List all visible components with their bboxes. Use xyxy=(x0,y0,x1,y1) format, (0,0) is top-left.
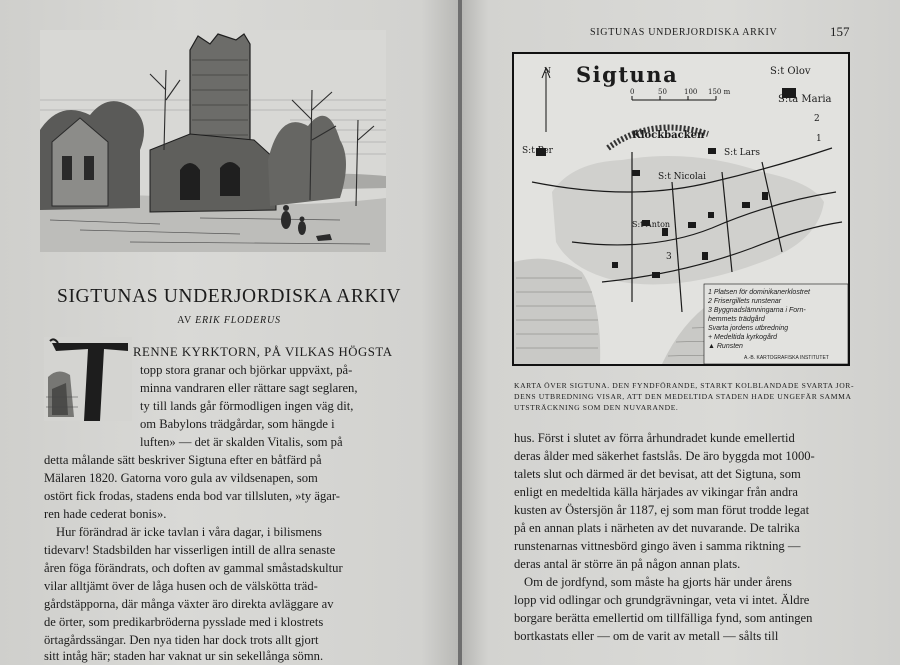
body-line: ostört fick frodas, stadens enda bod var tillsluten, »ty ägar- xyxy=(44,489,340,503)
author-name: ERIK FLODERUS xyxy=(195,315,281,326)
body-line: topp stora granar och björkar uppväxt, på- xyxy=(140,363,353,377)
map-label-st-nicolai: S:t Nicolai xyxy=(658,172,707,182)
map-north-label: N xyxy=(544,66,551,75)
map-title: Sigtuna xyxy=(576,62,679,87)
map-legend-item: + Medeltida kyrkogård xyxy=(708,334,778,341)
map-label-st-lars: S:t Lars xyxy=(724,148,760,158)
body-line: runstenarnas vittnesbörd gingo även i samma riktning — xyxy=(514,539,801,553)
body-line: om Babylons trädgårdar, som hängde i xyxy=(140,417,335,431)
map-caption-line: UTSTRÄCKNING SOM DEN NUVARANDE. xyxy=(514,403,679,412)
map-marker: 1 xyxy=(816,134,822,144)
body-line: enligt en medeltida källa härjades av vikingar från andra xyxy=(514,485,798,499)
byline-prefix: AV xyxy=(177,315,192,326)
body-line: gårdstäpporna, där många växter äro direkta avläggare av xyxy=(44,597,334,611)
body-line: borgare berätta emellertid om tillfälliga fynd, som antingen xyxy=(514,611,813,625)
scale-label: 150 m xyxy=(708,88,731,96)
map-label-st-olov: S:t Olov xyxy=(770,66,811,77)
ruin-engraving xyxy=(40,30,386,252)
map-legend-item: 1 Platsen för dominikanerklostret xyxy=(708,289,810,296)
map-label-st-anton: S:t Anton xyxy=(632,220,671,229)
article-title: SIGTUNAS UNDERJORDISKA ARKIV xyxy=(57,286,401,307)
body-line: Om de jordfynd, som måste ha gjorts här under årens xyxy=(524,575,792,589)
map-label-st-maria: S:ta Maria xyxy=(778,94,832,105)
body-line: kusten av Östersjön år 1187, ej som man förut trodde legat xyxy=(514,503,810,517)
body-line: deras antal är större än på någon annan plats. xyxy=(514,557,741,571)
body-line: lopp vid odlingar och grundgrävningar, veta vi intet. Äldre xyxy=(514,593,810,607)
body-line: Mälaren 1820. Gatorna voro gula av vildsenapen, som xyxy=(44,471,318,485)
body-line: talets slut och därmed är det bevisat, att det Sigtuna, som xyxy=(514,467,801,481)
map-legend-item: hemmets trädgård xyxy=(708,316,765,323)
map-legend-item: 3 Byggnadslämningarna i Forn- xyxy=(708,307,806,314)
body-line: RENNE KYRKTORN, PÅ VILKAS HÖGSTA xyxy=(133,345,393,359)
body-line: minna vandraren eller rättare sagt seglaren, xyxy=(140,381,358,395)
map-marker: 3 xyxy=(666,252,672,262)
body-line: örtagårdssängar. Den nya tiden har dock trots allt gjort xyxy=(44,633,319,647)
byline xyxy=(0,315,458,326)
body-line: vilar alltjämt över de låga husen och de välskötta träd- xyxy=(44,579,318,593)
map-label-st-per: S:t Per xyxy=(522,146,553,156)
running-header: SIGTUNAS UNDERJORDISKA ARKIV xyxy=(590,27,778,38)
body-line: luften» — det är skalden Vitalis, som på xyxy=(140,435,343,449)
map-legend-item: Svarta jordens utbredning xyxy=(708,325,789,332)
body-line: de örter, som predikarbröderna pysslade med i klostrets xyxy=(44,615,324,629)
map-publisher: A.-B. KARTOGRAFISKA INSTITUTET xyxy=(744,355,829,361)
page-number: 157 xyxy=(830,24,850,39)
map-caption-line: KARTA ÖVER SIGTUNA. DEN FYNDFÖRANDE, STARKT KOLBLANDADE SVARTA JOR- xyxy=(514,381,855,390)
body-line: sitt intåg här; staden har vaknat ur sin sekellånga sömn. xyxy=(44,649,324,663)
body-line: på en annan plats i närheten av det nuvarande. De talrika xyxy=(514,521,800,535)
scale-label: 0 xyxy=(630,88,635,96)
body-line: bortkastats eller — om de varit av metall — sålts till xyxy=(514,629,779,643)
scale-label: 50 xyxy=(658,88,667,96)
body-line: detta målande sätt beskriver Sigtuna efter en båtfärd på xyxy=(44,453,322,467)
right-page xyxy=(462,0,900,665)
scale-label: 100 xyxy=(684,88,698,96)
body-line: ty till lands går förmodligen ingen väg dit, xyxy=(140,399,354,413)
drop-cap-t-illustration xyxy=(44,337,132,421)
map-marker: 2 xyxy=(814,114,820,124)
body-line: Hur förändrad är icke tavlan i våra dagar, i bilismens xyxy=(56,525,322,539)
body-line: deras ålder med säkerhet fastslås. De äro byggda mot 1000- xyxy=(514,449,815,463)
map-label-klockbacken: Klockbacken xyxy=(632,130,705,141)
body-line: åren föga förändrats, och doften av gammal småstadskultur xyxy=(44,561,343,575)
map-caption-line: DENS UTBREDNING VISAR, ATT DEN MEDELTIDA STADEN HADE UNGEFÄR SAMMA xyxy=(514,392,852,401)
map-legend-item: 2 Frisergillets runstenar xyxy=(708,298,782,305)
body-line: hus. Först i slutet av förra århundradet kunde emellertid xyxy=(514,431,795,445)
body-line: ren hade cederat bonis». xyxy=(44,507,167,521)
map-legend-item: ▲ Runsten xyxy=(708,343,743,350)
body-line: tidevarv! Stadsbilden har visserligen intill de allra senaste xyxy=(44,543,336,557)
